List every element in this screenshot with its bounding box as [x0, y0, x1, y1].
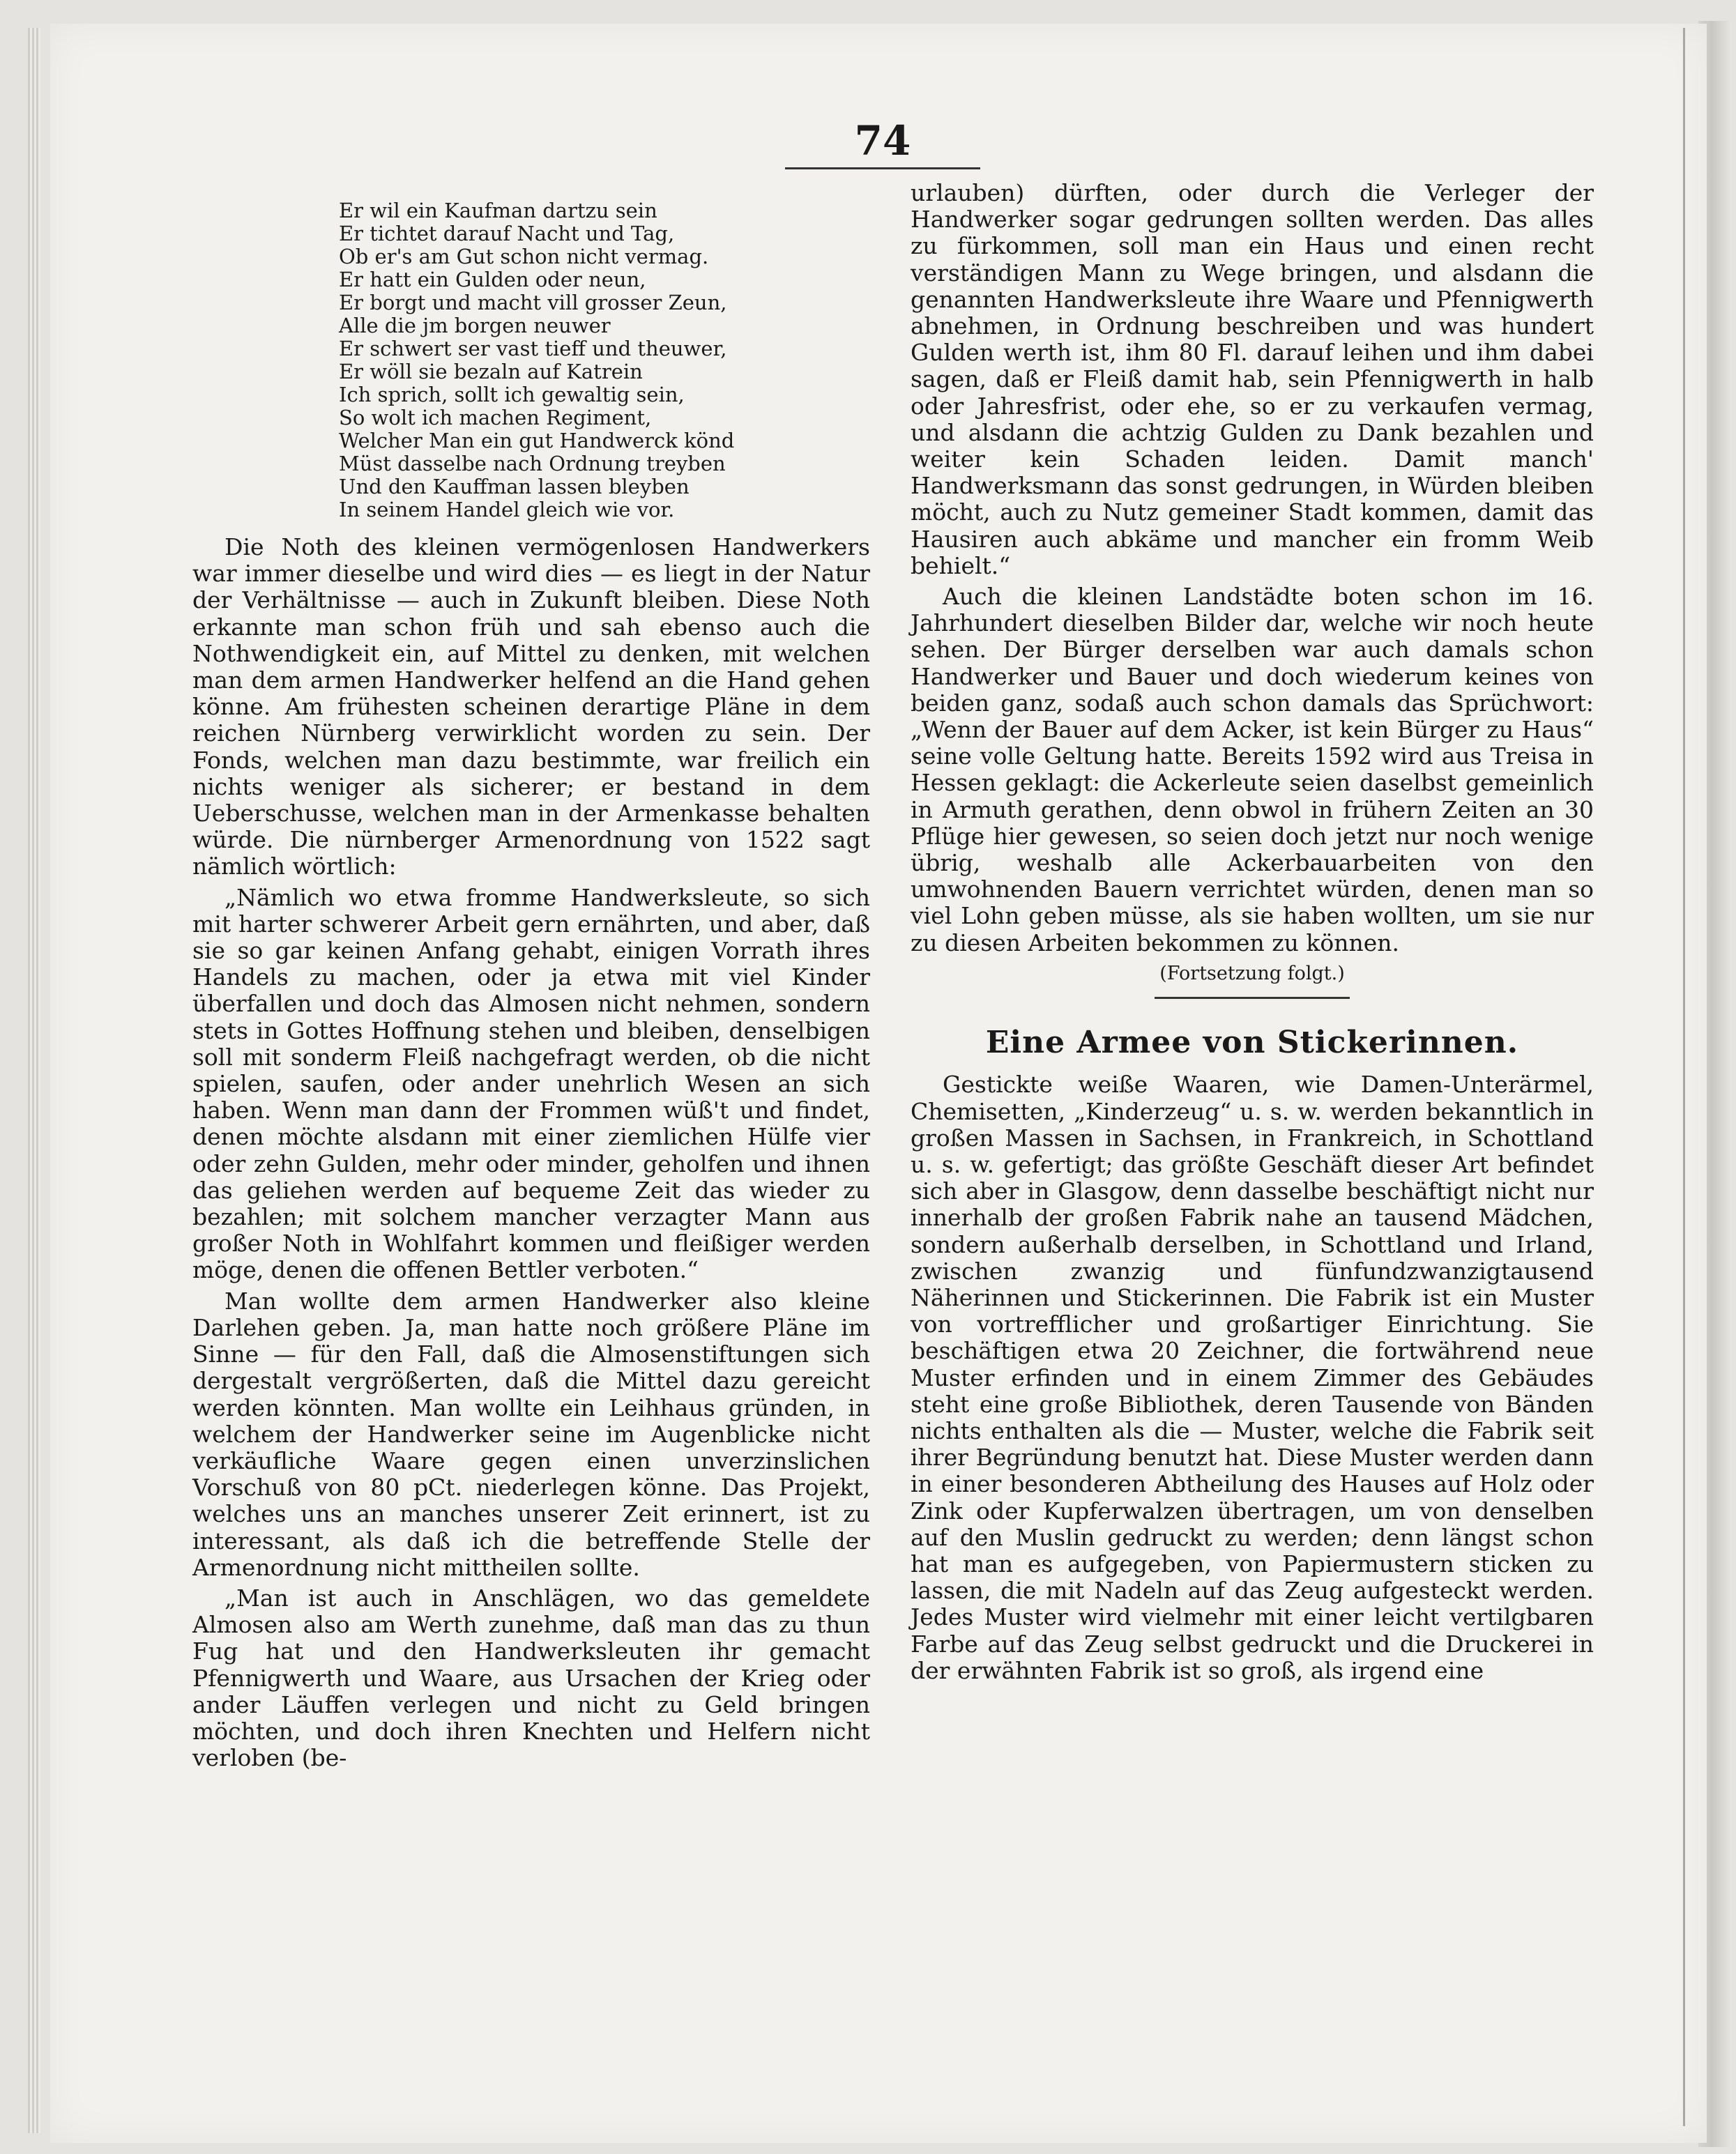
verse-line: Ich sprich, sollt ich gewaltig sein,	[339, 383, 685, 406]
body-paragraph: Gestickte weiße Waaren, wie Damen-Unterärmel, Chemisetten, „Kinderzeug“ u. s. w. werden bekanntlich in großen Massen in Sachsen, in Frankreich, in Schottland u. s. w. gefertigt; das größte Geschäft dieser Art befindet sich aber in Glasgow, denn dasselbe beschäftigt nicht nur innerhalb der großen Fabrik nahe an tausend Mädchen, sondern außerhalb derselben, in Schottland und Irland, zwischen zwanzig und fünfundzwanzigtausend Näherinnen und Stickerinnen. Die Fabrik ist ein Muster von vortrefflicher und großartiger Einrichtung. Sie beschäftigen etwa 20 Zeichner, die fortwährend neue Muster erfinden und in einem Zimmer des Gebäudes steht eine große Bibliothek, deren Tausende von Bänden nichts enthalten als die — Muster, welche die Fabrik seit ihrer Begründung benutzt hat. Diese Muster werden dann in einer besonderen Abtheilung des Hauses auf Holz oder Zink oder Kupferwalzen übertragen, um von denselben auf den Muslin gedruckt zu werden; denn längst schon hat man es aufgegeben, von Papiermustern sticken zu lassen, die mit Nadeln auf das Zeug aufgesteckt werden. Jedes Muster wird vielmehr mit einer leicht vertilgbaren Farbe auf das Zeug selbst gedruckt und die Druckerei in der erwähnten Fabrik ist so groß, als irgend eine	[911, 1071, 1594, 1684]
section-rule	[1155, 997, 1350, 999]
left-column	[192, 199, 870, 1771]
verse-block	[339, 199, 870, 521]
quote-paragraph: „Nämlich wo etwa fromme Handwerksleute, so sich mit harter schwerer Arbeit gern ernährten, und aber, daß sie so gar keinen Anfang gehabt, einigen Vorrath ihres Handels zu machen, oder ja etwa mit viel Kinder überfallen und doch das Almosen nicht nehmen, sondern stets in Gottes Hoffnung stehen und bleiben, denselbigen soll mit sonderm Fleiß nachgefragt werden, ob die nicht spielen, saufen, oder ander unehrlich Wesen an sich haben. Wenn man dann der Frommen wüß't und findet, denen möchte alsdann mit einer ziemlichen Hülfe vier oder zehn Gulden, mehr oder minder, geholfen und ihnen das geliehen werden auf bequeme Zeit das wieder zu bezahlen; mit solchem mancher verzagter Mann aus großer Noth in Wohlfahrt kommen und fleißiger werden möge, denen die offenen Bettler verboten.“	[192, 883, 870, 1284]
verse-line: Alle die jm borgen neuwer	[339, 314, 611, 337]
body-paragraph: Die Noth des kleinen vermögenlosen Handwerkers war immer dieselbe und wird dies — es liegt in der Natur der Verhältnisse — auch in Zukunft bleiben. Diese Noth erkannte man schon früh und sah ebenso auch die Nothwendigkeit ein, auf Mittel zu denken, mit welchen man dem armen Handwerker helfend an die Hand gehen könne. Am frühesten scheinen derartige Pläne in dem reichen Nürnberg verwirklicht worden zu sein. Der Fonds, welchen man dazu bestimmte, war freilich ein nichts weniger als sicherer; er bestand in dem Ueberschusse, welchen man in der Armenkasse behalten würde. Die nürnberger Armenordnung von 1522 sagt nämlich wörtlich:	[192, 533, 870, 880]
quote-paragraph: „Man ist auch in Anschlägen, wo das gemeldete Almosen also am Werth zunehme, daß man das zu thun Fug hat und den Handwerksleuten ihr gemacht Pfennigwerth und Waare, aus Ursachen der Krieg oder ander Läuffen verlegen und nicht zu Geld bringen möchten, und doch ihren Knechten und Helfern nicht verloben (be-	[192, 1584, 870, 1772]
section-title: Eine Armee von Stickerinnen.	[985, 1025, 1519, 1061]
body-paragraph: Auch die kleinen Landstädte boten schon im 16. Jahrhundert dieselben Bilder dar, welche wir noch heute sehen. Der Bürger derselben war auch damals schon Handwerker und Bauer und doch wiederum keines von beiden ganz, sodaß auch schon damals das Sprüchwort: „Wenn der Bauer auf dem Acker, ist kein Bürger zu Haus“ seine volle Geltung hatte. Bereits 1592 wird aus Treisa in Hessen geklagt: die Ackerleute seien daselbst gemeinlich in Armuth gerathen, denn obwol in frühern Zeiten an 30 Pflüge hier gewesen, so seien doch jetzt nur noch wenige übrig, weshalb alle Ackerbauarbeiten von den umwohnenden Bauern verrichtet würden, denen man so viel Lohn geben müsse, als sie haben wollten, um sie nur zu diesen Arbeiten bekommen zu können.	[911, 583, 1594, 956]
verse-line: So wolt ich machen Regiment,	[339, 406, 652, 429]
page-number: 74	[854, 117, 911, 165]
verse-line: Er schwert ser vast tieff und theuwer,	[339, 337, 727, 360]
verse-line: Er tichtet darauf Nacht und Tag,	[339, 222, 675, 245]
verse-line: Müst dasselbe nach Ordnung treyben	[339, 452, 726, 475]
page-stack-left-edge	[28, 28, 40, 2133]
verse-line: Er wöll sie bezaln auf Katrein	[339, 360, 643, 383]
right-column	[911, 180, 1594, 1684]
verse-line: Er borgt und macht vill grosser Zeun,	[339, 291, 727, 314]
continuation-note: (Fortsetzung folgt.)	[1159, 962, 1345, 984]
verse-line: Und den Kauffman lassen bleyben	[339, 475, 690, 498]
verse-line: In seinem Handel gleich wie vor.	[339, 498, 675, 521]
verse-line: Welcher Man ein gut Handwerck könd	[339, 429, 735, 452]
verse-line: Ob er's am Gut schon nicht vermag.	[339, 245, 709, 268]
header-rule	[785, 167, 980, 169]
verse-line: Er hatt ein Gulden oder neun,	[339, 268, 646, 291]
body-paragraph: urlauben) dürften, oder durch die Verleger der Handwerker sogar gedrungen sollten werden. Das alles zu fürkommen, soll man ein Haus und einen recht verständigen Mann zu Wege bringen, und alsdann die genannten Handwerksleute ihre Waare und Pfennigwerth abnehmen, in Ordnung beschreiben und was hundert Gulden werth ist, ihm 80 Fl. darauf leihen und ihm dabei sagen, daß er Fleiß damit hab, sein Pfennigwerth in halb oder Jahresfrist, oder ehe, so er zu verkaufen vermag, und alsdann die achtzig Gulden zu Dank bezahlen und weiter kein Schaden leiden. Damit manch' Handwerksmann das sonst gedrungen, in Würden bleiben möcht, auch zu Nutz gemeiner Stadt kommen, damit das Hausiren auch abkäme und mancher ein fromm Weib behielt.“	[911, 179, 1594, 579]
page-fold-line	[1683, 28, 1685, 2126]
body-paragraph: Man wollte dem armen Handwerker also kleine Darlehen geben. Ja, man hatte noch größere Pläne im Sinne — für den Fall, daß die Almosenstiftungen sich dergestalt vergrößerten, daß die Mittel dazu gereicht werden könnten. Man wollte ein Leihhaus gründen, in welchem der Handwerker seine im Augenblicke nicht verkäufliche Waare gegen einen unverzinslichen Vorschuß von 80 pCt. niederlegen könne. Das Projekt, welches uns an manches unserer Zeit erinnert, ist zu interessant, als daß ich die betreffende Stelle der Armenordnung nicht mittheilen sollte.	[192, 1287, 870, 1581]
verse-line: Er wil ein Kaufman dartzu sein	[339, 199, 657, 222]
